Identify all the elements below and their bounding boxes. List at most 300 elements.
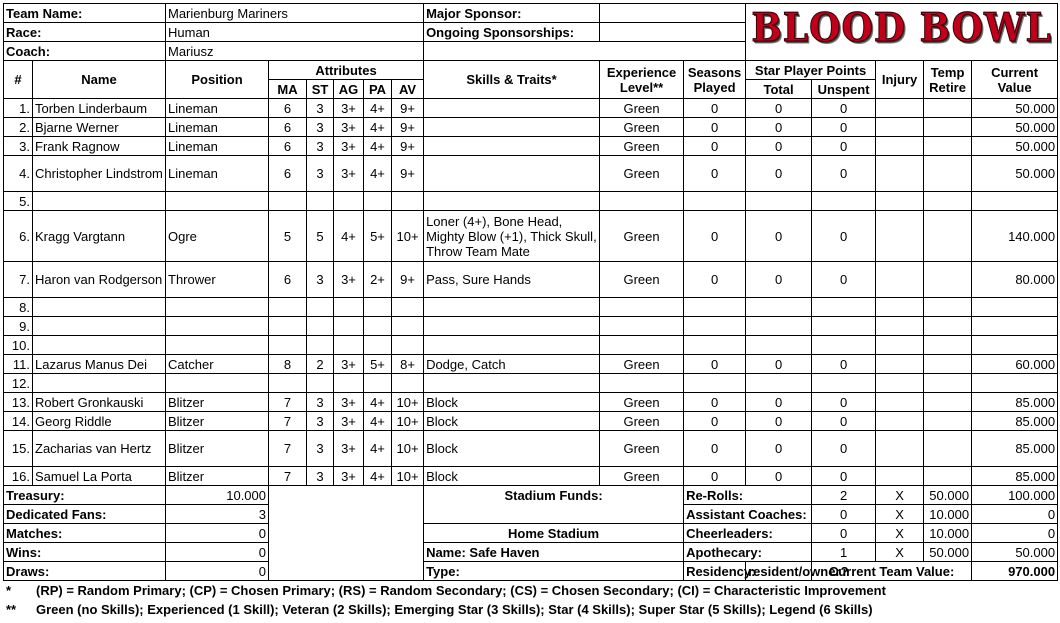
- player-st[interactable]: 3: [307, 431, 334, 467]
- player-seasons[interactable]: 0: [684, 99, 746, 118]
- player-seasons[interactable]: [684, 374, 746, 393]
- player-spp-total[interactable]: 0: [746, 431, 812, 467]
- player-av[interactable]: 8+: [392, 355, 424, 374]
- col-seasons-header: Seasons Played: [684, 61, 746, 99]
- player-skills[interactable]: Loner (4+), Bone Head, Mighty Blow (+1), Thick Skull, Throw Team Mate: [424, 211, 600, 262]
- player-seasons[interactable]: 0: [684, 431, 746, 467]
- player-st[interactable]: [307, 317, 334, 336]
- logo-cell: [746, 4, 1058, 61]
- player-temp-retire[interactable]: [924, 156, 972, 192]
- player-av[interactable]: [392, 298, 424, 317]
- treasury-value[interactable]: 10.000: [166, 486, 269, 505]
- fans-value[interactable]: 3: [166, 505, 269, 524]
- player-spp-unspent[interactable]: 0: [812, 137, 876, 156]
- current-team-value: 970.000: [972, 562, 1058, 581]
- player-position[interactable]: Lineman: [166, 156, 269, 192]
- player-ag[interactable]: [334, 298, 364, 317]
- player-skills[interactable]: [424, 317, 600, 336]
- assistant-coaches-qty[interactable]: 0: [812, 505, 876, 524]
- player-skills[interactable]: [424, 192, 600, 211]
- player-seasons[interactable]: 0: [684, 467, 746, 486]
- player-ma[interactable]: 6: [269, 99, 307, 118]
- player-temp-retire[interactable]: [924, 99, 972, 118]
- player-av[interactable]: 10+: [392, 467, 424, 486]
- player-injury[interactable]: [876, 211, 924, 262]
- player-row: [4, 317, 1058, 336]
- coach-value[interactable]: Mariusz: [166, 42, 424, 61]
- player-seasons[interactable]: 0: [684, 211, 746, 262]
- player-experience[interactable]: [600, 192, 684, 211]
- player-st[interactable]: 3: [307, 467, 334, 486]
- player-number: 6.: [4, 211, 33, 262]
- player-ag[interactable]: 3+: [334, 431, 364, 467]
- player-position[interactable]: Lineman: [166, 118, 269, 137]
- player-number: 3.: [4, 137, 33, 156]
- player-av[interactable]: [392, 336, 424, 355]
- player-st[interactable]: [307, 336, 334, 355]
- player-seasons[interactable]: 0: [684, 118, 746, 137]
- player-name[interactable]: Zacharias van Hertz: [33, 431, 166, 467]
- player-name[interactable]: Lazarus Manus Dei: [33, 355, 166, 374]
- player-ag[interactable]: 3+: [334, 467, 364, 486]
- player-seasons[interactable]: 0: [684, 355, 746, 374]
- player-temp-retire[interactable]: [924, 431, 972, 467]
- player-pa[interactable]: [364, 317, 392, 336]
- team-name-value[interactable]: Marienburg Mariners: [166, 4, 424, 23]
- player-injury[interactable]: [876, 118, 924, 137]
- player-pa[interactable]: [364, 192, 392, 211]
- player-ma[interactable]: 7: [269, 412, 307, 431]
- player-spp-unspent[interactable]: 0: [812, 211, 876, 262]
- player-number: 7.: [4, 262, 33, 298]
- player-temp-retire[interactable]: [924, 192, 972, 211]
- player-skills[interactable]: [424, 99, 600, 118]
- player-name[interactable]: [33, 336, 166, 355]
- player-st[interactable]: [307, 192, 334, 211]
- player-position[interactable]: Lineman: [166, 137, 269, 156]
- player-pa[interactable]: 4+: [364, 393, 392, 412]
- player-position[interactable]: [166, 374, 269, 393]
- player-value: 80.000: [972, 262, 1058, 298]
- player-spp-unspent[interactable]: 0: [812, 393, 876, 412]
- player-skills[interactable]: Block: [424, 412, 600, 431]
- summary-row-1: [4, 486, 1058, 505]
- player-st[interactable]: 2: [307, 355, 334, 374]
- player-spp-unspent[interactable]: 0: [812, 467, 876, 486]
- player-spp-total[interactable]: [746, 192, 812, 211]
- player-skills[interactable]: [424, 298, 600, 317]
- player-seasons[interactable]: 0: [684, 412, 746, 431]
- cheerleaders-x: X: [876, 524, 924, 543]
- player-temp-retire[interactable]: [924, 412, 972, 431]
- player-number: 13.: [4, 393, 33, 412]
- player-spp-unspent[interactable]: [812, 374, 876, 393]
- player-spp-unspent[interactable]: 0: [812, 156, 876, 192]
- player-st[interactable]: 3: [307, 412, 334, 431]
- player-name[interactable]: Samuel La Porta: [33, 467, 166, 486]
- player-ag[interactable]: 4+: [334, 211, 364, 262]
- player-skills[interactable]: Pass, Sure Hands: [424, 262, 600, 298]
- player-ma[interactable]: [269, 298, 307, 317]
- wins-value[interactable]: 0: [166, 543, 269, 562]
- column-header-row-1: [4, 61, 1058, 80]
- player-spp-unspent[interactable]: [812, 298, 876, 317]
- player-temp-retire[interactable]: [924, 211, 972, 262]
- player-av[interactable]: 9+: [392, 118, 424, 137]
- player-value: 85.000: [972, 412, 1058, 431]
- player-ma[interactable]: [269, 374, 307, 393]
- player-spp-total[interactable]: 0: [746, 355, 812, 374]
- player-ma[interactable]: [269, 317, 307, 336]
- player-spp-unspent[interactable]: 0: [812, 355, 876, 374]
- col-skills-header: Skills & Traits*: [424, 61, 600, 99]
- player-pa[interactable]: [364, 374, 392, 393]
- player-row: [4, 393, 1058, 412]
- player-experience[interactable]: [600, 374, 684, 393]
- player-name[interactable]: [33, 298, 166, 317]
- player-number: 10.: [4, 336, 33, 355]
- player-temp-retire[interactable]: [924, 317, 972, 336]
- player-st[interactable]: [307, 374, 334, 393]
- player-ag[interactable]: 3+: [334, 355, 364, 374]
- player-position[interactable]: Ogre: [166, 211, 269, 262]
- player-number: 12.: [4, 374, 33, 393]
- player-ag[interactable]: 3+: [334, 99, 364, 118]
- player-st[interactable]: 3: [307, 118, 334, 137]
- player-injury[interactable]: [876, 336, 924, 355]
- player-skills[interactable]: Block: [424, 467, 600, 486]
- player-ma[interactable]: 6: [269, 118, 307, 137]
- player-ma[interactable]: 6: [269, 137, 307, 156]
- col-injury-header: Injury: [876, 61, 924, 99]
- player-experience[interactable]: Green: [600, 211, 684, 262]
- player-row: [4, 336, 1058, 355]
- player-temp-retire[interactable]: [924, 355, 972, 374]
- player-temp-retire[interactable]: [924, 393, 972, 412]
- player-experience[interactable]: Green: [600, 431, 684, 467]
- player-skills[interactable]: [424, 336, 600, 355]
- race-label: Race:: [4, 23, 166, 42]
- player-spp-unspent[interactable]: 0: [812, 118, 876, 137]
- player-spp-total[interactable]: [746, 298, 812, 317]
- player-ag[interactable]: 3+: [334, 156, 364, 192]
- player-pa[interactable]: 4+: [364, 156, 392, 192]
- player-value: 85.000: [972, 431, 1058, 467]
- player-spp-total[interactable]: 0: [746, 118, 812, 137]
- player-seasons[interactable]: 0: [684, 137, 746, 156]
- player-row: [4, 137, 1058, 156]
- player-experience[interactable]: Green: [600, 137, 684, 156]
- player-injury[interactable]: [876, 431, 924, 467]
- current-team-value-label: Current Team Value:: [812, 562, 972, 581]
- player-number: 1.: [4, 99, 33, 118]
- player-temp-retire[interactable]: [924, 118, 972, 137]
- player-ma[interactable]: 6: [269, 156, 307, 192]
- apothecary-qty[interactable]: 1: [812, 543, 876, 562]
- player-ma[interactable]: [269, 192, 307, 211]
- apothecary-total: 50.000: [972, 543, 1058, 562]
- player-value: 85.000: [972, 393, 1058, 412]
- player-ag[interactable]: [334, 374, 364, 393]
- player-pa[interactable]: 4+: [364, 137, 392, 156]
- player-experience[interactable]: Green: [600, 412, 684, 431]
- stadium-name[interactable]: Name: Safe Haven: [424, 543, 684, 562]
- assistant-coaches-x: X: [876, 505, 924, 524]
- player-injury[interactable]: [876, 192, 924, 211]
- player-injury[interactable]: [876, 374, 924, 393]
- col-spp-header: Star Player Points: [746, 61, 876, 80]
- ongoing-sponsorships-label: Ongoing Sponsorships:: [424, 23, 600, 42]
- race-value[interactable]: Human: [166, 23, 424, 42]
- player-spp-total[interactable]: 0: [746, 99, 812, 118]
- player-row: [4, 192, 1058, 211]
- player-ag[interactable]: 3+: [334, 393, 364, 412]
- player-injury[interactable]: [876, 298, 924, 317]
- player-pa[interactable]: 4+: [364, 431, 392, 467]
- player-av[interactable]: [392, 317, 424, 336]
- player-value: 50.000: [972, 156, 1058, 192]
- player-experience[interactable]: [600, 336, 684, 355]
- player-ma[interactable]: 8: [269, 355, 307, 374]
- player-name[interactable]: [33, 317, 166, 336]
- rerolls-label: Re-Rolls:: [684, 486, 812, 505]
- player-seasons[interactable]: [684, 336, 746, 355]
- player-injury[interactable]: [876, 355, 924, 374]
- player-pa[interactable]: [364, 336, 392, 355]
- player-ma[interactable]: [269, 336, 307, 355]
- player-name[interactable]: Torben Linderbaum: [33, 99, 166, 118]
- player-skills[interactable]: [424, 118, 600, 137]
- rerolls-x: X: [876, 486, 924, 505]
- player-spp-total[interactable]: 0: [746, 137, 812, 156]
- player-experience[interactable]: Green: [600, 262, 684, 298]
- matches-value[interactable]: 0: [166, 524, 269, 543]
- player-name[interactable]: Georg Riddle: [33, 412, 166, 431]
- player-seasons[interactable]: [684, 317, 746, 336]
- player-spp-unspent[interactable]: 0: [812, 262, 876, 298]
- player-position[interactable]: Blitzer: [166, 412, 269, 431]
- player-experience[interactable]: Green: [600, 99, 684, 118]
- player-value: 85.000: [972, 467, 1058, 486]
- player-position[interactable]: Thrower: [166, 262, 269, 298]
- player-st[interactable]: 3: [307, 99, 334, 118]
- cheerleaders-cost: 10.000: [924, 524, 972, 543]
- player-value: [972, 336, 1058, 355]
- player-ma[interactable]: 7: [269, 393, 307, 412]
- player-experience[interactable]: Green: [600, 118, 684, 137]
- player-ma[interactable]: 7: [269, 467, 307, 486]
- player-row: [4, 412, 1058, 431]
- major-sponsor-value[interactable]: [600, 4, 746, 23]
- player-st[interactable]: 5: [307, 211, 334, 262]
- player-pa[interactable]: 2+: [364, 262, 392, 298]
- player-number: 15.: [4, 431, 33, 467]
- player-experience[interactable]: Green: [600, 393, 684, 412]
- player-name[interactable]: [33, 192, 166, 211]
- col-ma-header: MA: [269, 80, 307, 99]
- player-value: [972, 192, 1058, 211]
- player-skills[interactable]: [424, 137, 600, 156]
- player-position[interactable]: [166, 317, 269, 336]
- player-st[interactable]: [307, 298, 334, 317]
- rerolls-qty[interactable]: 2: [812, 486, 876, 505]
- player-seasons[interactable]: 0: [684, 262, 746, 298]
- player-temp-retire[interactable]: [924, 336, 972, 355]
- player-spp-unspent[interactable]: [812, 336, 876, 355]
- player-spp-unspent[interactable]: [812, 317, 876, 336]
- player-spp-total[interactable]: [746, 317, 812, 336]
- player-ma[interactable]: 6: [269, 262, 307, 298]
- player-av[interactable]: 9+: [392, 156, 424, 192]
- player-position[interactable]: Blitzer: [166, 431, 269, 467]
- apothecary-x: X: [876, 543, 924, 562]
- player-temp-retire[interactable]: [924, 374, 972, 393]
- player-spp-unspent[interactable]: 0: [812, 412, 876, 431]
- player-pa[interactable]: 4+: [364, 412, 392, 431]
- stadium-type[interactable]: Type:: [424, 562, 684, 581]
- col-name-header: Name: [33, 61, 166, 99]
- residency-value[interactable]: resident/owner?: [746, 562, 812, 581]
- player-ag[interactable]: 3+: [334, 412, 364, 431]
- apothecary-label: Apothecary:: [684, 543, 812, 562]
- player-ag[interactable]: 3+: [334, 262, 364, 298]
- player-skills[interactable]: Block: [424, 431, 600, 467]
- player-seasons[interactable]: 0: [684, 156, 746, 192]
- player-value: [972, 317, 1058, 336]
- fans-label: Dedicated Fans:: [4, 505, 166, 524]
- player-pa[interactable]: 5+: [364, 211, 392, 262]
- player-ma[interactable]: 5: [269, 211, 307, 262]
- player-number: 5.: [4, 192, 33, 211]
- player-temp-retire[interactable]: [924, 262, 972, 298]
- footnote-text: Green (no Skills); Experienced (1 Skill); Veteran (2 Skills); Emerging Star (3 Skills); Star (4 Skills); Super Star (5 Skills); Legend (6 Skills): [36, 602, 873, 617]
- player-pa[interactable]: 4+: [364, 118, 392, 137]
- player-ma[interactable]: 7: [269, 431, 307, 467]
- player-injury[interactable]: [876, 317, 924, 336]
- player-spp-total[interactable]: 0: [746, 156, 812, 192]
- player-temp-retire[interactable]: [924, 467, 972, 486]
- player-ag[interactable]: [334, 336, 364, 355]
- cheerleaders-qty[interactable]: 0: [812, 524, 876, 543]
- player-spp-unspent[interactable]: 0: [812, 99, 876, 118]
- player-name[interactable]: Haron van Rodgerson: [33, 262, 166, 298]
- player-seasons[interactable]: [684, 192, 746, 211]
- player-injury[interactable]: [876, 262, 924, 298]
- col-value-header: Current Value: [972, 61, 1058, 99]
- player-st[interactable]: 3: [307, 137, 334, 156]
- player-experience[interactable]: Green: [600, 355, 684, 374]
- player-av[interactable]: 10+: [392, 431, 424, 467]
- player-av[interactable]: [392, 192, 424, 211]
- player-ag[interactable]: [334, 317, 364, 336]
- player-position[interactable]: [166, 336, 269, 355]
- player-number: 16.: [4, 467, 33, 486]
- player-name[interactable]: Christopher Lindstrom: [33, 156, 166, 192]
- player-position[interactable]: Lineman: [166, 99, 269, 118]
- player-av[interactable]: 9+: [392, 99, 424, 118]
- player-injury[interactable]: [876, 99, 924, 118]
- player-pa[interactable]: 5+: [364, 355, 392, 374]
- player-spp-unspent[interactable]: [812, 192, 876, 211]
- player-name[interactable]: [33, 374, 166, 393]
- summary-blank: [269, 486, 424, 581]
- player-skills[interactable]: [424, 374, 600, 393]
- player-position[interactable]: Blitzer: [166, 467, 269, 486]
- player-injury[interactable]: [876, 137, 924, 156]
- player-injury[interactable]: [876, 467, 924, 486]
- player-pa[interactable]: 4+: [364, 467, 392, 486]
- player-experience[interactable]: [600, 317, 684, 336]
- player-ag[interactable]: 3+: [334, 137, 364, 156]
- col-av-header: AV: [392, 80, 424, 99]
- player-row: [4, 431, 1058, 467]
- player-av[interactable]: 9+: [392, 262, 424, 298]
- player-name[interactable]: Bjarne Werner: [33, 118, 166, 137]
- player-injury[interactable]: [876, 156, 924, 192]
- player-st[interactable]: 3: [307, 262, 334, 298]
- player-av[interactable]: [392, 374, 424, 393]
- draws-value[interactable]: 0: [166, 562, 269, 581]
- player-temp-retire[interactable]: [924, 137, 972, 156]
- player-experience[interactable]: Green: [600, 467, 684, 486]
- player-skills[interactable]: Block: [424, 393, 600, 412]
- stadium-funds-value[interactable]: [424, 505, 684, 524]
- player-injury[interactable]: [876, 393, 924, 412]
- player-position[interactable]: [166, 298, 269, 317]
- player-position[interactable]: Blitzer: [166, 393, 269, 412]
- player-spp-total[interactable]: 0: [746, 467, 812, 486]
- rerolls-total: 100.000: [972, 486, 1058, 505]
- player-st[interactable]: 3: [307, 156, 334, 192]
- player-experience[interactable]: Green: [600, 156, 684, 192]
- col-spp-unspent-header: Unspent: [812, 80, 876, 99]
- player-name[interactable]: Frank Ragnow: [33, 137, 166, 156]
- player-av[interactable]: 9+: [392, 137, 424, 156]
- player-row: [4, 99, 1058, 118]
- player-av[interactable]: 10+: [392, 211, 424, 262]
- player-temp-retire[interactable]: [924, 298, 972, 317]
- player-skills[interactable]: [424, 156, 600, 192]
- player-injury[interactable]: [876, 412, 924, 431]
- player-name[interactable]: Kragg Vargtann: [33, 211, 166, 262]
- player-spp-unspent[interactable]: 0: [812, 431, 876, 467]
- player-spp-total[interactable]: 0: [746, 211, 812, 262]
- player-position[interactable]: Catcher: [166, 355, 269, 374]
- col-pa-header: PA: [364, 80, 392, 99]
- ongoing-sponsorships-value[interactable]: [600, 23, 746, 42]
- player-spp-total[interactable]: [746, 374, 812, 393]
- player-experience[interactable]: [600, 298, 684, 317]
- player-ag[interactable]: 3+: [334, 118, 364, 137]
- player-spp-total[interactable]: 0: [746, 412, 812, 431]
- player-seasons[interactable]: 0: [684, 393, 746, 412]
- player-ag[interactable]: [334, 192, 364, 211]
- cheerleaders-label: Cheerleaders:: [684, 524, 812, 543]
- player-seasons[interactable]: [684, 298, 746, 317]
- player-av[interactable]: 10+: [392, 412, 424, 431]
- player-spp-total[interactable]: 0: [746, 262, 812, 298]
- team-name-row: [4, 4, 1058, 23]
- player-position[interactable]: [166, 192, 269, 211]
- player-skills[interactable]: Dodge, Catch: [424, 355, 600, 374]
- player-av[interactable]: 10+: [392, 393, 424, 412]
- player-spp-total[interactable]: [746, 336, 812, 355]
- player-name[interactable]: Robert Gronkauski: [33, 393, 166, 412]
- player-pa[interactable]: 4+: [364, 99, 392, 118]
- player-spp-total[interactable]: 0: [746, 393, 812, 412]
- player-pa[interactable]: [364, 298, 392, 317]
- player-st[interactable]: 3: [307, 393, 334, 412]
